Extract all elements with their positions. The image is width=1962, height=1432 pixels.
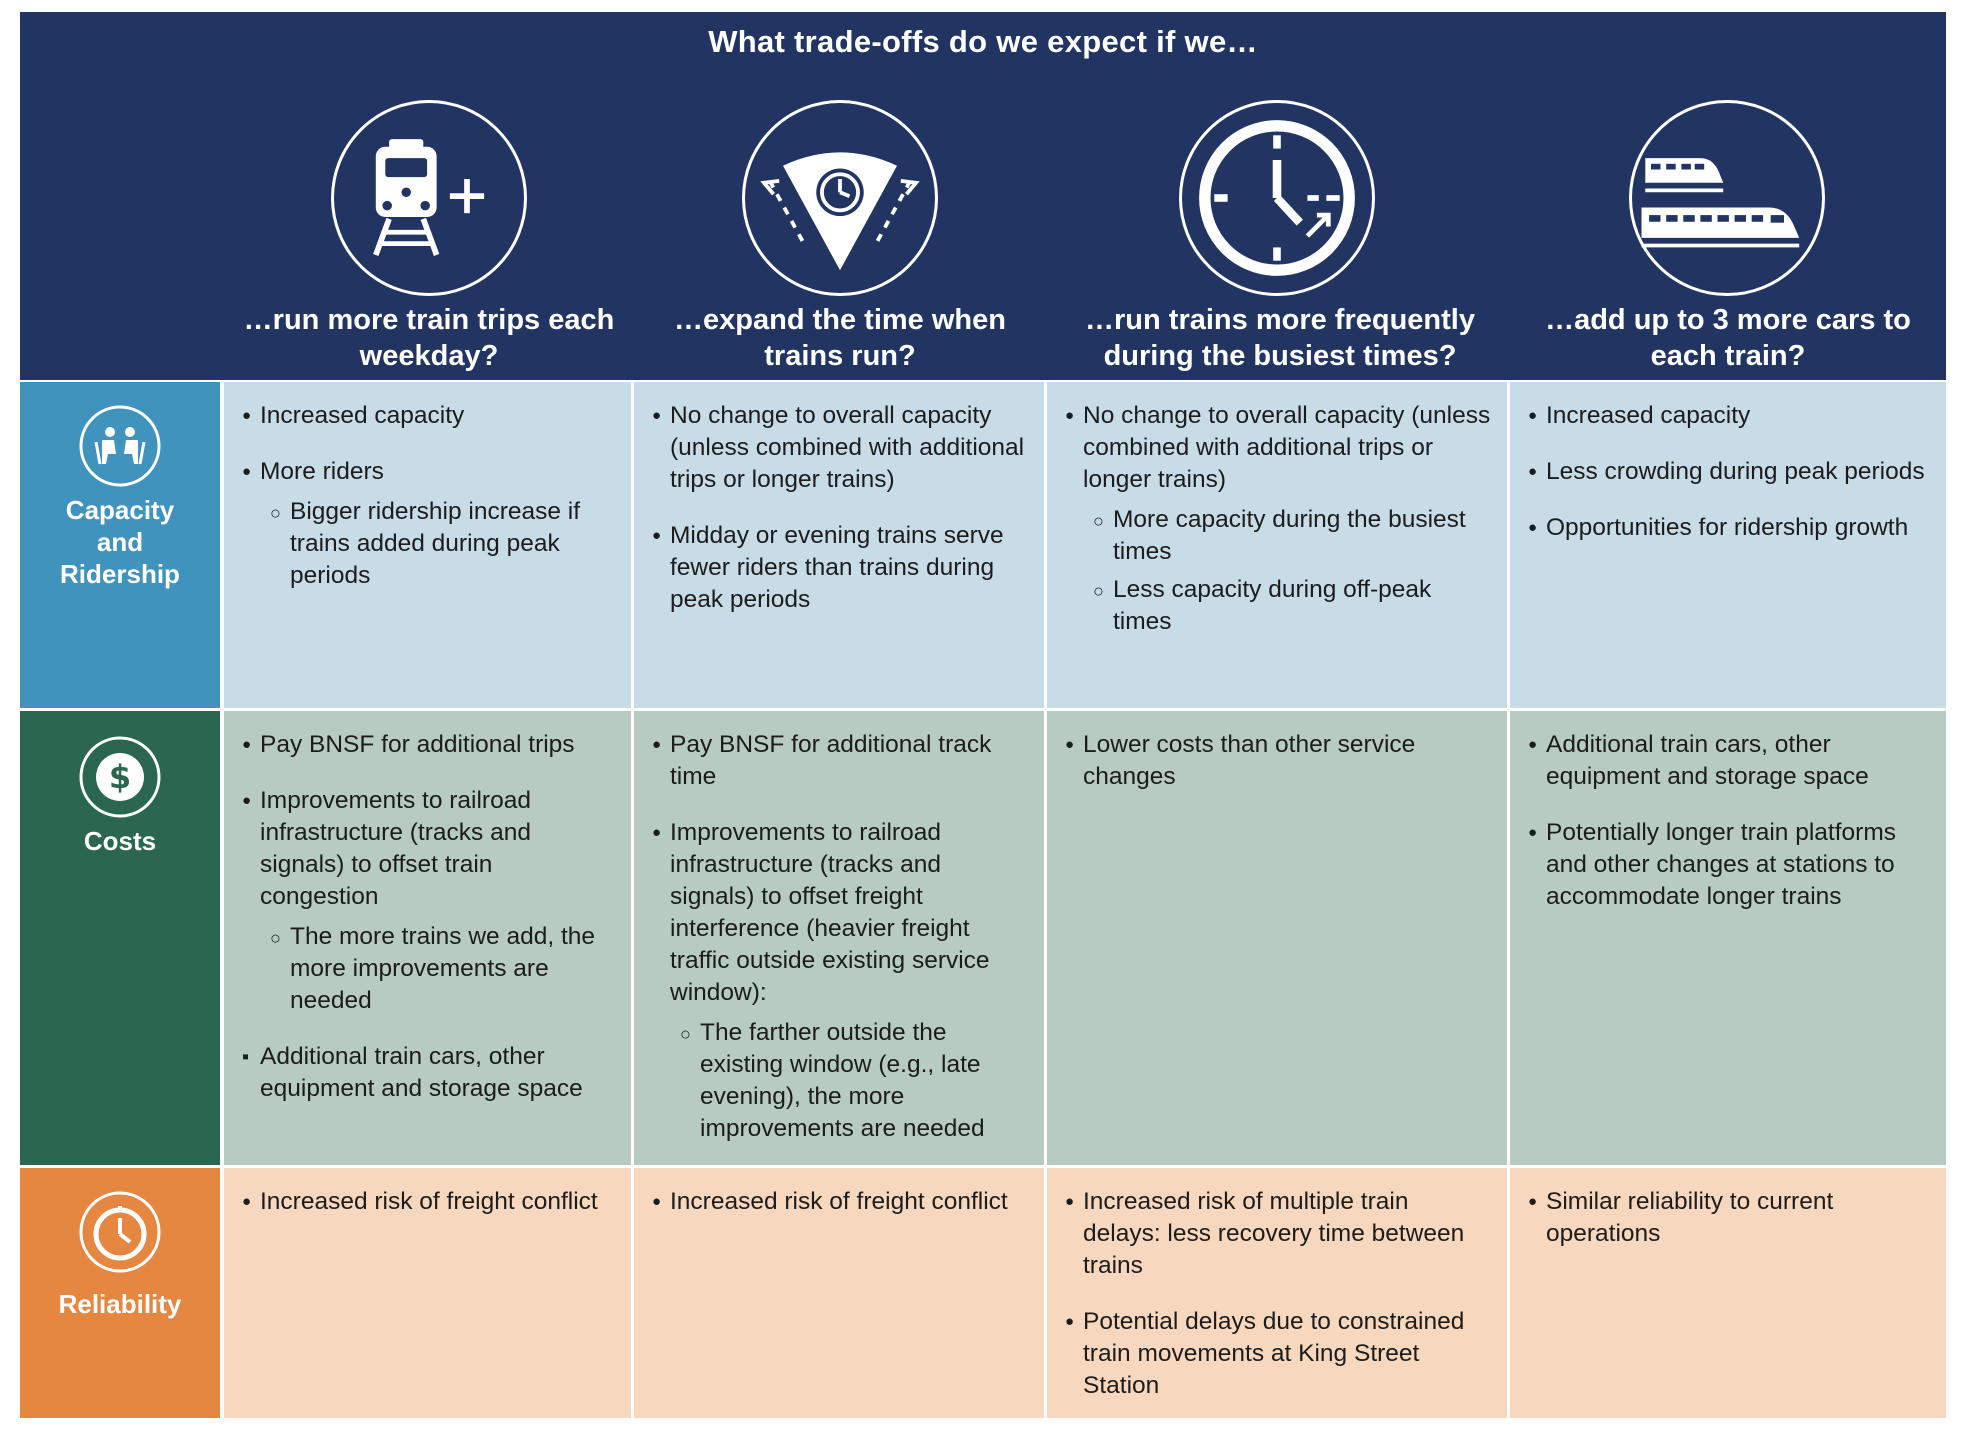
- list-item: ● No change to overall capacity (unless combined with additional trips or longer trains): [652, 400, 1028, 496]
- cell-capacity-more-frequent: [1047, 382, 1507, 708]
- time-span-icon: [742, 100, 938, 296]
- row-label-text: Capacity and Ridership: [60, 495, 180, 589]
- clock-icon: [1179, 100, 1375, 296]
- list-item: [1065, 400, 1491, 638]
- item-text: More riders: [260, 458, 384, 485]
- list-item: ● Increased capacity: [242, 400, 615, 432]
- list-item: ● Similar reliability to current operations: [1528, 1186, 1930, 1250]
- list-item: ● Increased risk of freight conflict: [242, 1186, 615, 1218]
- cell-reliability-more-frequent: [1047, 1168, 1507, 1418]
- list-item: ● Increased risk of freight conflict: [652, 1186, 1028, 1218]
- item-text: No change to overall capacity (unless combined with additional trips or longer trains): [1083, 402, 1491, 493]
- sub-item: ○ More capacity during the busiest times: [1093, 504, 1491, 568]
- list-item: ● Increased risk of multiple train delays: less recovery time between trains: [1065, 1186, 1491, 1282]
- page-title: What trade-offs do we expect if we…: [708, 24, 1258, 59]
- row-label-text: Reliability: [58, 1289, 182, 1319]
- list-item: ● Potentially longer train platforms and other changes at stations to accommodate longer trains: [1528, 817, 1930, 913]
- cell-capacity-more-trips: [224, 382, 631, 708]
- cell-costs-expand-time: [634, 711, 1044, 1165]
- sub-item: ○ The more trains we add, the more improvements are needed: [270, 921, 615, 1017]
- train-plus-icon: [331, 100, 527, 296]
- list-item: [242, 785, 615, 1017]
- stopwatch-icon: [78, 1190, 162, 1274]
- list-item: ● Pay BNSF for additional track time: [652, 729, 1028, 793]
- list-item: ● Pay BNSF for additional trips: [242, 729, 615, 761]
- row-label-capacity: [20, 382, 220, 708]
- cell-capacity-more-cars: [1510, 382, 1946, 708]
- cell-reliability-more-cars: [1510, 1168, 1946, 1418]
- sub-item: ○ Bigger ridership increase if trains added during peak periods: [270, 496, 615, 592]
- dollar-icon: [78, 735, 162, 819]
- riders-icon: [78, 404, 162, 488]
- item-text: Improvements to railroad infrastructure (tracks and signals) to offset train congestion: [260, 787, 531, 910]
- list-item: ● Less crowding during peak periods: [1528, 456, 1930, 488]
- list-item: ▪ Additional train cars, other equipment and storage space: [242, 1041, 615, 1105]
- row-label-text: Costs: [83, 826, 157, 856]
- list-item: ● Additional train cars, other equipment and storage space: [1528, 729, 1930, 793]
- list-item: ● Lower costs than other service changes: [1065, 729, 1491, 793]
- cell-costs-more-cars: [1510, 711, 1946, 1165]
- column-heading-expand-time: …expand the time when trains run?: [674, 304, 1006, 372]
- list-item: ● Potential delays due to constrained train movements at King Street Station: [1065, 1306, 1491, 1402]
- list-item: ● Opportunities for ridership growth: [1528, 512, 1930, 544]
- svg-text:$: $: [108, 758, 132, 796]
- longer-train-icon: [1629, 100, 1825, 296]
- cell-reliability-expand-time: [634, 1168, 1044, 1418]
- column-heading-more-cars: …add up to 3 more cars to each train?: [1545, 304, 1911, 372]
- cell-reliability-more-trips: [224, 1168, 631, 1418]
- sub-item: ○ The farther outside the existing window (e.g., late evening), the more improvements are needed: [680, 1017, 1028, 1145]
- cell-costs-more-frequent: [1047, 711, 1507, 1165]
- list-item: ● Midday or evening trains serve fewer riders than trains during peak periods: [652, 520, 1028, 616]
- list-item: ● Increased capacity: [1528, 400, 1930, 432]
- column-heading-more-trips: …run more train trips each weekday?: [243, 304, 615, 372]
- cell-capacity-expand-time: [634, 382, 1044, 708]
- item-text: Improvements to railroad infrastructure (tracks and signals) to offset freight interference (heavier freight traffic outside existing service window):: [670, 819, 990, 1006]
- row-label-reliability: [20, 1168, 220, 1418]
- cell-costs-more-trips: [224, 711, 631, 1165]
- list-item: [652, 817, 1028, 1145]
- list-item: [242, 456, 615, 592]
- sub-item: ○ Less capacity during off-peak times: [1093, 574, 1491, 638]
- row-label-costs: [20, 711, 220, 1165]
- column-heading-more-frequent: …run trains more frequently during the busiest times?: [1085, 304, 1475, 372]
